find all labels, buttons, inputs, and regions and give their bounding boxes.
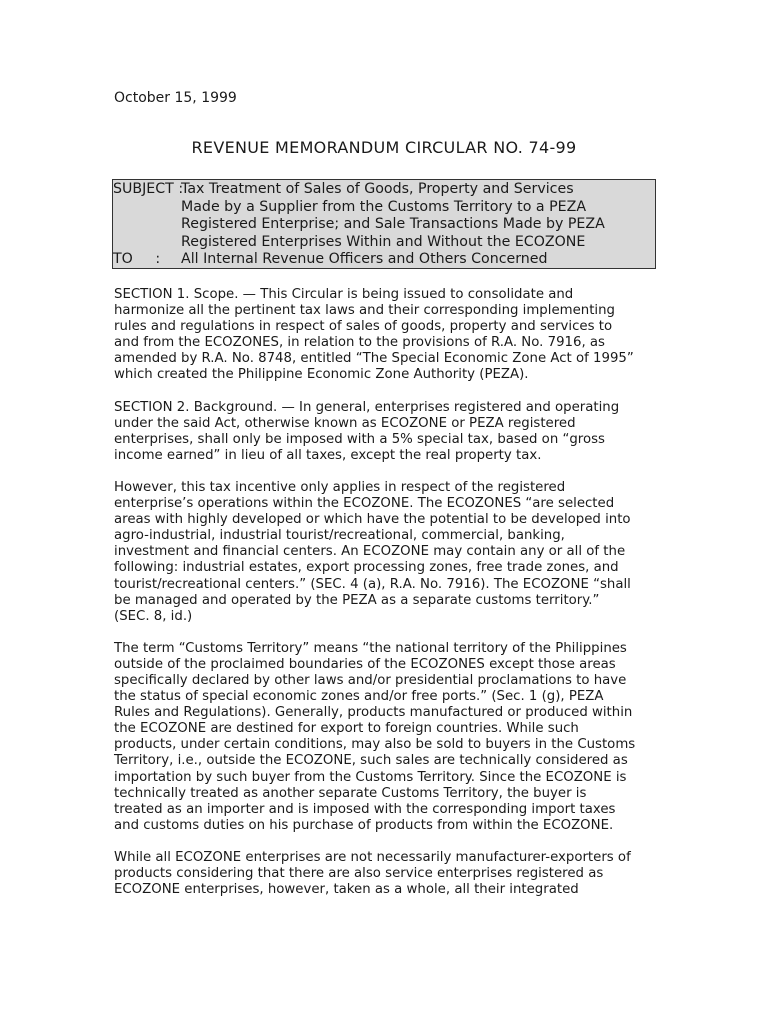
to-line: All Internal Revenue Officers and Others Concerned: [181, 251, 548, 268]
paragraph-line: areas with highly developed or which have the potential to be developed into: [114, 512, 631, 528]
paragraph-line: rules and regulations in respect of sales of goods, property and services to: [114, 319, 613, 335]
to-row: [113, 251, 655, 269]
subject-label: SUBJECT :: [113, 181, 184, 197]
paragraph-line: products considering that there are also service enterprises registered as: [114, 866, 604, 881]
document-body: [114, 287, 659, 914]
to-lines: [181, 251, 655, 269]
paragraph-line: amended by R.A. No. 8748, entitled “The Special Economic Zone Act of 1995”: [114, 351, 634, 367]
subject-line: Made by a Supplier from the Customs Territory to a PEZA: [181, 198, 587, 215]
paragraph-line: and from the ECOZONES, in relation to the provisions of R.A. No. 7916, as: [114, 335, 605, 351]
subject-line: Tax Treatment of Sales of Goods, Property and Services: [181, 181, 574, 197]
to-label: TO :: [113, 251, 161, 268]
paragraph: [114, 850, 659, 898]
paragraph-line: and customs duties on his purchase of products from within the ECOZONE.: [114, 817, 614, 833]
subject-line: Registered Enterprises Within and Without the ECOZONE: [181, 233, 586, 250]
paragraph-line: the status of special economic zones and/or free ports.” (Sec. 1 (g), PEZA: [114, 689, 604, 705]
paragraph-line: harmonize all the pertinent tax laws and their corresponding implementing: [114, 303, 615, 319]
paragraph-line: Rules and Regulations). Generally, products manufactured or produced within: [114, 705, 633, 721]
paragraph: [114, 287, 659, 384]
subject-line: Registered Enterprise; and Sale Transactions Made by PEZA: [181, 216, 605, 233]
paragraph-line: investment and financial centers. An ECOZONE may contain any or all of the: [114, 544, 626, 560]
paragraph-line: be managed and operated by the PEZA as a separate customs territory.”: [114, 592, 600, 608]
paragraph-line: However, this tax incentive only applies in respect of the registered: [114, 479, 566, 495]
paragraph-line: which created the Philippine Economic Zone Authority (PEZA).: [114, 367, 529, 383]
paragraph-line: importation by such buyer from the Customs Territory. Since the ECOZONE is: [114, 769, 627, 785]
paragraph-line: tourist/recreational centers.” (SEC. 4 (a), R.A. No. 7916). The ECOZONE “shall: [114, 576, 631, 592]
paragraph-line: SECTION 1. Scope. — This Circular is being issued to consolidate and: [114, 287, 574, 302]
subject-row: [113, 181, 655, 251]
paragraph-line: the ECOZONE are destined for export to foreign countries. While such: [114, 721, 579, 737]
paragraph-line: specifically declared by other laws and/or presidential proclamations to have: [114, 672, 627, 688]
paragraph-line: SECTION 2. Background. — In general, enterprises registered and operating: [114, 399, 620, 415]
paragraph-line: enterprise’s operations within the ECOZONE. The ECOZONES “are selected: [114, 496, 615, 512]
subject-lines: [181, 181, 655, 251]
paragraph-line: agro-industrial, industrial tourist/recreational, commercial, banking,: [114, 528, 565, 544]
paragraph-line: products, under certain conditions, may also be sold to buyers in the Customs: [114, 737, 636, 753]
paragraph: [114, 480, 659, 625]
document-date: October 15, 1999: [114, 90, 237, 106]
paragraph-line: While all ECOZONE enterprises are not necessarily manufacturer-exporters of: [114, 849, 631, 865]
paragraph: [114, 400, 659, 464]
paragraph-line: (SEC. 8, id.): [114, 608, 193, 624]
paragraph-line: outside of the proclaimed boundaries of the ECOZONES except those areas: [114, 656, 616, 672]
subject-box: [112, 179, 656, 269]
paragraph-line: following: industrial estates, export processing zones, free trade zones, and: [114, 560, 619, 576]
paragraph-line: under the said Act, otherwise known as ECOZONE or PEZA registered: [114, 415, 576, 431]
paragraph-line: income earned” in lieu of all taxes, except the real property tax.: [114, 447, 542, 463]
paragraph-line: technically treated as another separate Customs Territory, the buyer is: [114, 785, 587, 801]
paragraph: [114, 641, 659, 834]
paragraph-line: ECOZONE enterprises, however, taken as a whole, all their integrated: [114, 882, 579, 898]
paragraph-line: Territory, i.e., outside the ECOZONE, such sales are technically considered as: [114, 753, 628, 769]
paragraph-line: enterprises, shall only be imposed with a 5% special tax, based on “gross: [114, 431, 605, 447]
paragraph-line: The term “Customs Territory” means “the national territory of the Philippines: [114, 640, 627, 656]
paragraph-line: treated as an importer and is imposed with the corresponding import taxes: [114, 801, 616, 817]
document-title: REVENUE MEMORANDUM CIRCULAR NO. 74-99: [191, 138, 577, 157]
